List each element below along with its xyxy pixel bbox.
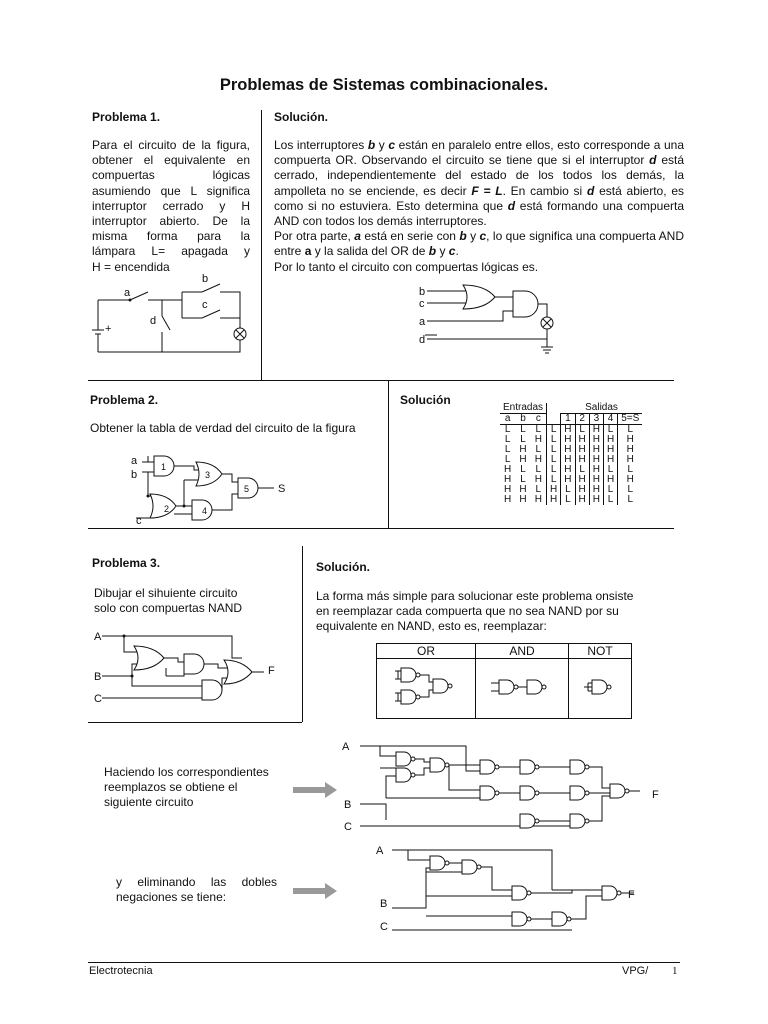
simplified-label-b: B xyxy=(380,898,388,910)
p3-label-a: A xyxy=(94,631,102,643)
problem-1-heading: Problema 1. xyxy=(92,110,161,124)
problem-3-divider-v xyxy=(302,546,303,722)
p3-label-c: C xyxy=(94,693,102,705)
gate-num-4: 4 xyxy=(202,506,208,516)
truth-table-outputs-group: Salidas xyxy=(561,403,643,414)
not-nand-equivalent xyxy=(580,672,620,702)
label-plus: + xyxy=(105,323,112,335)
step-2-text: y eliminando las dobles negaciones se tiene: xyxy=(116,875,277,905)
col-or: OR xyxy=(377,644,476,659)
section-separator-2 xyxy=(88,528,674,529)
p2-label-c: c xyxy=(136,515,142,527)
switch-circuit-diagram xyxy=(90,270,260,360)
truth-table xyxy=(500,403,642,505)
problem-3-solution-heading: Solución. xyxy=(316,560,370,574)
problem-2-solution-heading: Solución xyxy=(400,393,451,407)
truth-table-row: L H H L H H H H H xyxy=(500,455,642,465)
step-1-text: Haciendo los correspondientes reemplazos se obtiene el siguiente circuito xyxy=(104,765,269,810)
arrow-right-icon xyxy=(293,781,339,799)
problem-1-divider xyxy=(261,110,262,380)
nand-label-f: F xyxy=(652,789,659,801)
truth-table-row: H H H H L H H L L xyxy=(500,495,642,505)
problem-2-circuit xyxy=(128,452,298,527)
problem-1-solution-text: Los interruptores b y c están en paralelo entre ellos, esto corresponde a una compuerta OR. Observando el circuito se tiene que si el interruptor d está cerrado, independientemente del estado de los todos los demás, la ampolleta no se enciende, es decir F = L. En cambio si d está abierto, es como si no estuviera. Esto determina que d está formando una compuerta AND con todos los demás interruptores. Por otra parte, a está en serie con b y c, lo que significa una compuerta AND entre a y la salida del OR de b y c. Por lo tanto el circuito con compuertas lógicas es. xyxy=(274,138,685,274)
p2-label-b: b xyxy=(131,469,138,481)
problem-1-statement: Para el circuito de la figura, obtener el equivalente en compuertas lógicas asumiendo que L significa interruptor cerrado y H interruptor abierto. De la misma forma para la lámpara L= apagada y H = encendida xyxy=(92,138,250,274)
arrow-right-icon-2 xyxy=(293,882,339,900)
truth-table-row: L L H L H H H H H xyxy=(500,435,642,445)
nand-label-a: A xyxy=(342,741,350,753)
label-d: d xyxy=(150,315,157,327)
problem-3-circuit xyxy=(92,628,292,708)
col-not: NOT xyxy=(569,644,632,659)
truth-table-row: H H L H L H H L L xyxy=(500,485,642,495)
truth-table-row: H L H L H H H H H xyxy=(500,475,642,485)
problem-2-divider xyxy=(388,380,389,528)
page-number: 1 xyxy=(672,965,678,977)
problem-2-heading: Problema 2. xyxy=(90,393,159,407)
gate-num-1: 1 xyxy=(161,462,167,472)
problem-1-solution-heading: Solución. xyxy=(274,110,328,124)
simplified-label-f: F xyxy=(628,889,635,901)
truth-table-inputs-group: Entradas xyxy=(500,403,547,414)
truth-table-header-row: a b c 1 2 3 4 5=S xyxy=(500,414,642,425)
p2-label-a: a xyxy=(131,455,138,467)
simplified-label-a: A xyxy=(376,845,384,857)
truth-table-row: L H L L H H H H H xyxy=(500,445,642,455)
and-nand-equivalent xyxy=(487,672,557,702)
label-a: a xyxy=(124,287,131,299)
gate-num-2: 2 xyxy=(164,504,170,514)
gate-num-5: 5 xyxy=(244,484,250,494)
label-b: b xyxy=(202,273,209,285)
nand-circuit-simplified xyxy=(372,840,662,935)
footer-rule xyxy=(88,962,680,963)
nand-circuit-full xyxy=(340,738,670,838)
gate-label-d: d xyxy=(419,334,426,346)
gate-label-a: a xyxy=(419,316,426,328)
gate-num-3: 3 xyxy=(205,470,211,480)
footer-author: VPG/ xyxy=(622,965,649,977)
nand-label-c: C xyxy=(344,821,352,833)
nand-label-b: B xyxy=(344,799,352,811)
or-nand-equivalent xyxy=(391,662,461,712)
truth-table-row: L L L L H L H L L xyxy=(500,425,642,436)
col-and: AND xyxy=(476,644,569,659)
gate-label-c: c xyxy=(419,298,425,310)
problem-3-statement: Dibujar el sihuiente circuito solo con compuertas NAND xyxy=(94,586,243,616)
p3-label-f: F xyxy=(268,665,275,677)
page-title: Problemas de Sistemas combinacionales. xyxy=(219,76,549,94)
problem-3-divider-h xyxy=(88,722,302,723)
section-separator-1 xyxy=(88,380,674,381)
gate-label-b: b xyxy=(419,286,426,298)
nand-replacement-table xyxy=(376,643,632,719)
logic-gate-circuit xyxy=(415,283,565,353)
simplified-label-c: C xyxy=(380,921,388,933)
problem-2-statement: Obtener la tabla de verdad del circuito de la figura xyxy=(90,421,356,435)
label-c: c xyxy=(202,299,208,311)
p3-label-b: B xyxy=(94,671,102,683)
footer-left: Electrotecnia xyxy=(89,965,153,977)
problem-3-solution-text: La forma más simple para solucionar este problema onsiste en reemplazar cada compuerta que no sea NAND por su equivalente en NAND, esto es, reemplazar: xyxy=(316,589,634,634)
problem-3-heading: Problema 3. xyxy=(92,556,161,570)
truth-table-row: H L L L H L H L L xyxy=(500,465,642,475)
p2-label-s: S xyxy=(278,483,286,495)
